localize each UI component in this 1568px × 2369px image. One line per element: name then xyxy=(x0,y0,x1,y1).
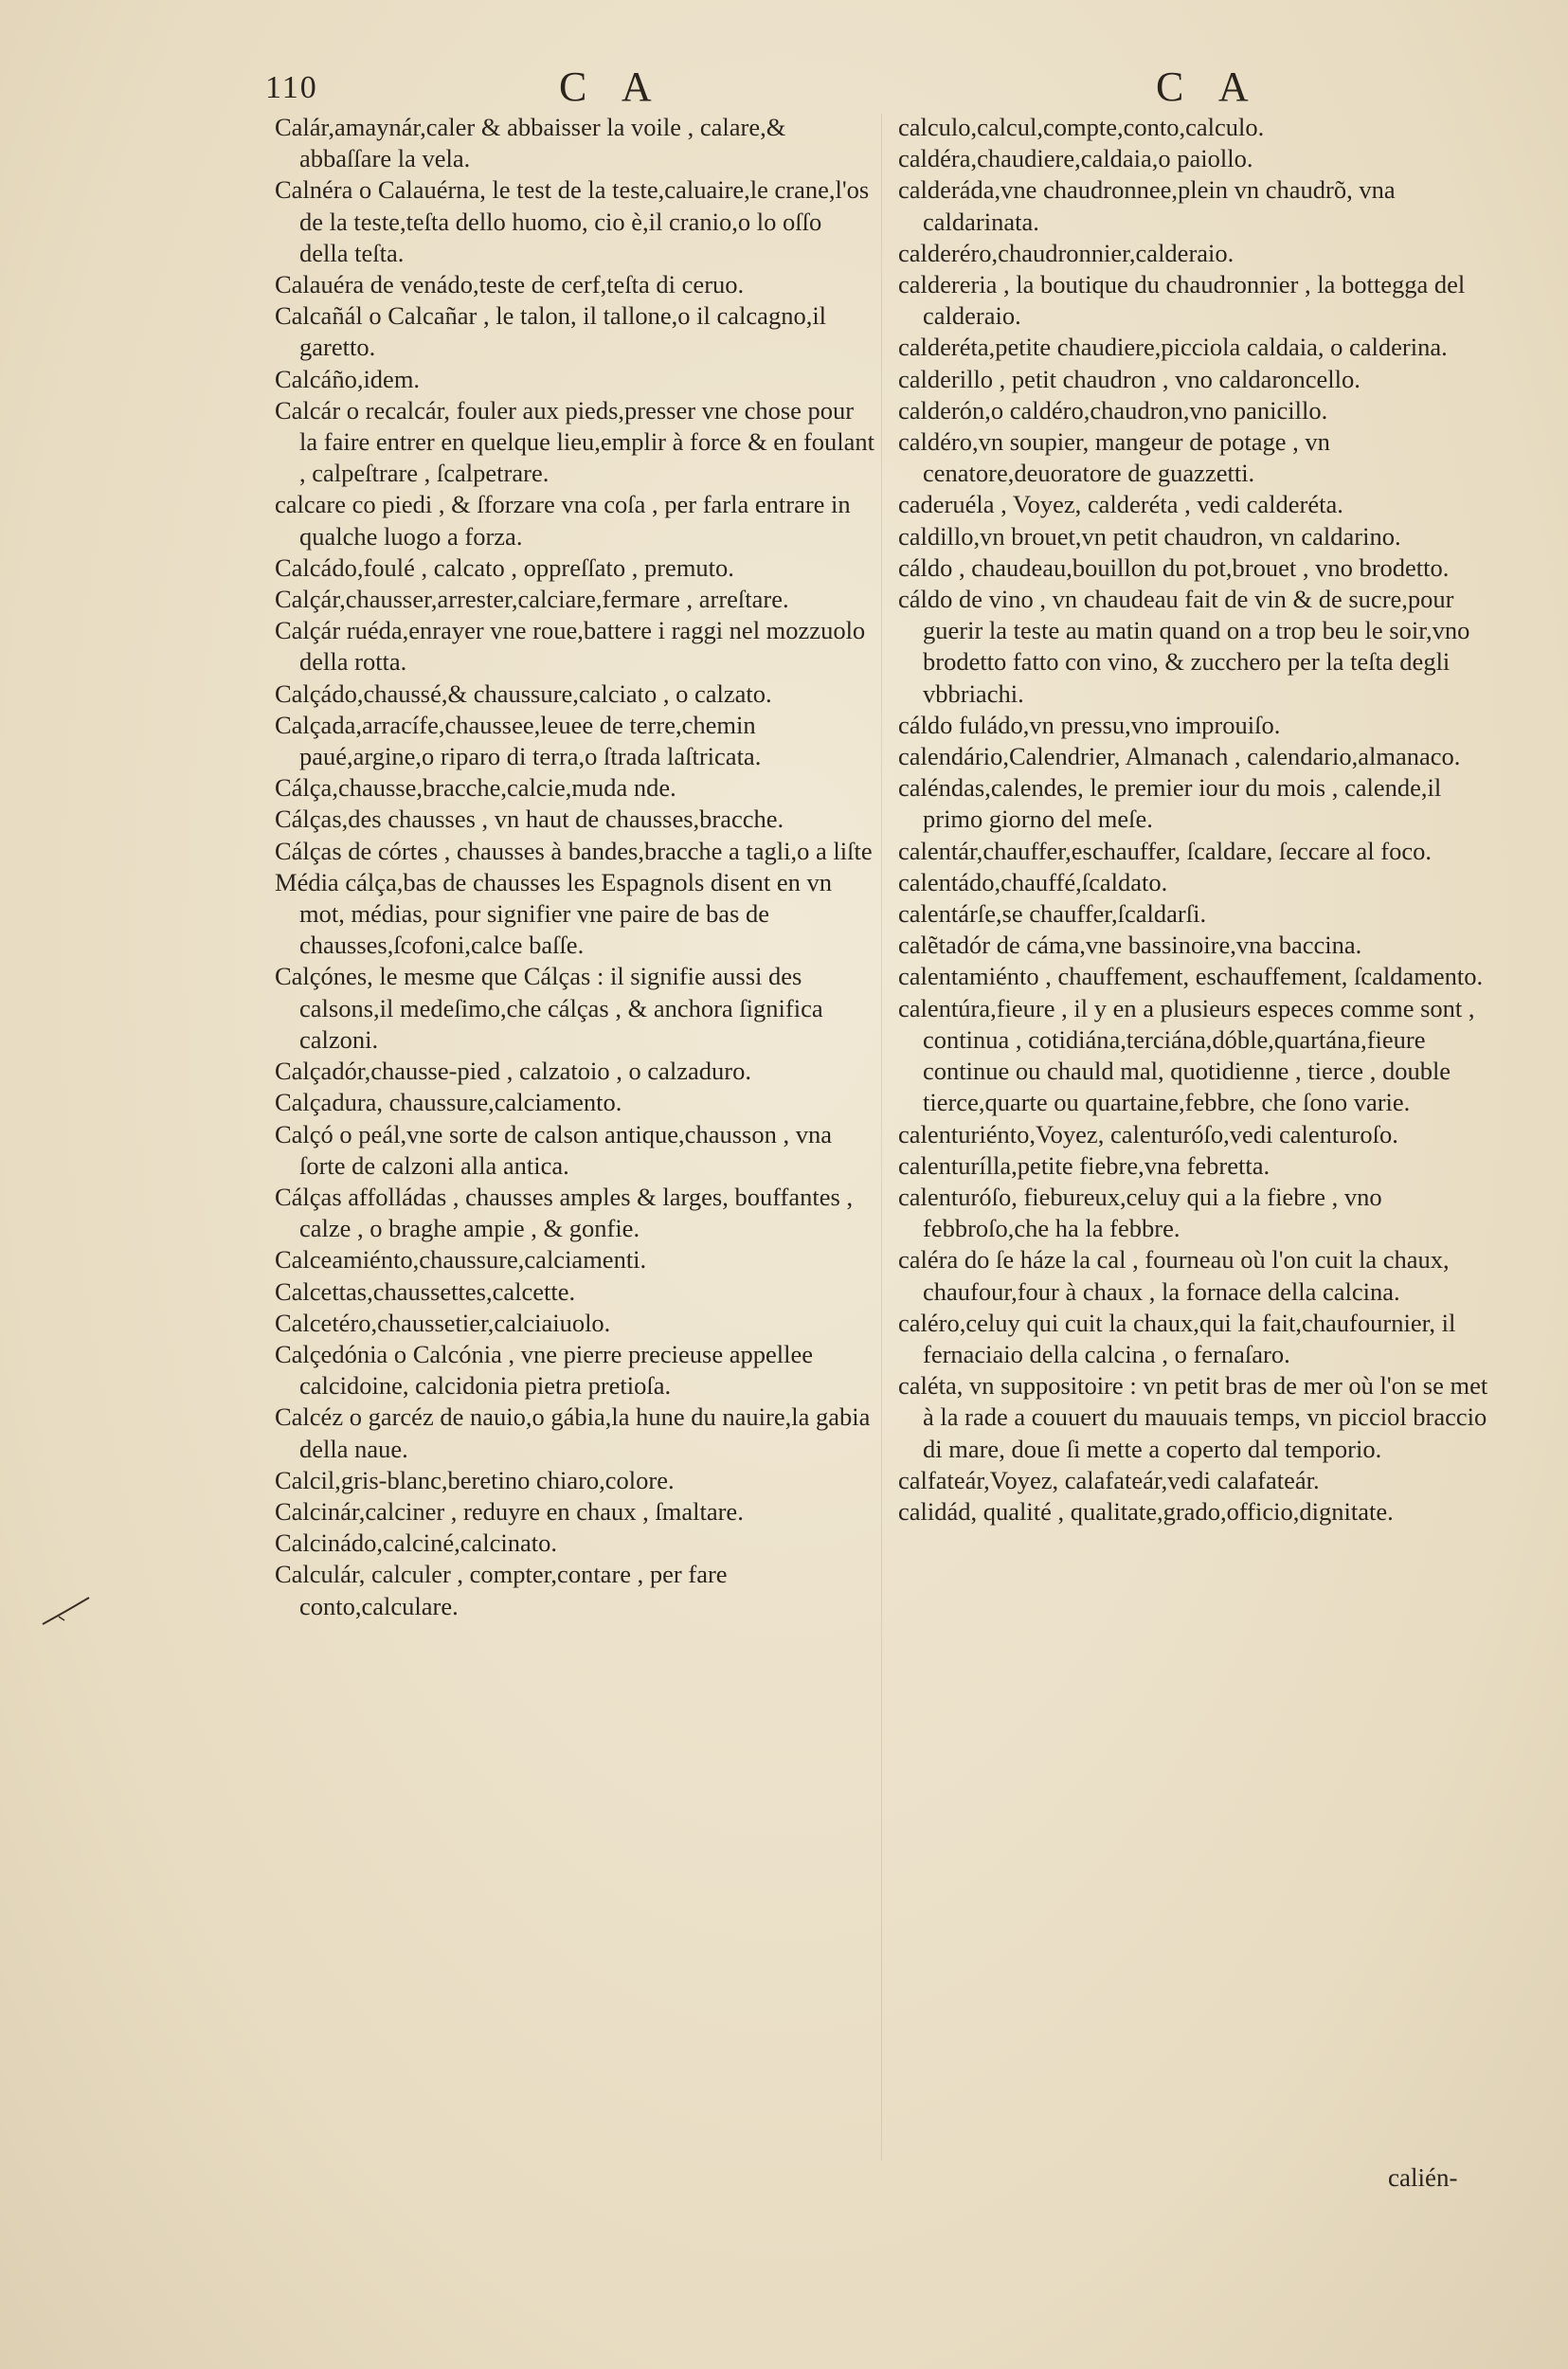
right-column-entry: caldillo,vn brouet,vn petit chaudron, vn caldarino. xyxy=(898,521,1401,551)
right-column-entry: calendário,Calendrier, Almanach , calendario,almanaco. xyxy=(898,742,1461,771)
left-column-entry: Calculár, calculer , compter,contare , per fare conto,calculare. xyxy=(275,1560,728,1620)
right-column-entry: cáldo de vino , vn chaudeau fait de vin & de sucre,pour guerir la teste au matin quand on a trop beu le soir,vno brodetto fatto con vino, & zucchero per la teſta degli vbbriachi. xyxy=(898,585,1470,708)
left-column-entry: Calçada,arracífe,chaussee,leuee de terre,chemin paué,argine,o riparo di terra,o ſtrada laſtricata. xyxy=(275,710,762,771)
right-column-entry: calenturóſo, fiebureux,celuy qui a la fiebre , vno febbroſo,che ha la febbre. xyxy=(898,1182,1382,1243)
right-column-entry: calentádo,chauffé,ſcaldato. xyxy=(898,867,1168,896)
left-column-entry: Calcinádo,calciné,calcinato. xyxy=(275,1528,557,1558)
right-column-entry: calidád, qualité , qualitate,grado,officio,dignitate. xyxy=(898,1496,1394,1526)
left-column-entry: Calcinár,calciner , reduyre en chaux , ſmaltare. xyxy=(275,1496,744,1526)
left-column-entry: Média cálça,bas de chausses les Espagnols disent en vn mot, médias, pour signifier vne paire de bas de chausses,ſcofoni,calce baſſe. xyxy=(275,867,832,960)
left-column-entry: Calçár ruéda,enrayer vne roue,battere i raggi nel mozzuolo della rotta. xyxy=(275,616,866,677)
column-divider xyxy=(881,114,882,2161)
right-column-entry: calderéro,chaudronnier,calderaio. xyxy=(898,238,1235,267)
left-column-entry: Calauéra de venádo,teste de cerf,teſta di ceruo. xyxy=(275,270,745,299)
right-column-entry: calderón,o caldéro,chaudron,vno panicillo. xyxy=(898,395,1328,425)
left-column-entry: Cálças affolládas , chausses amples & larges, bouffantes , calze , o braghe ampie , & gonfie. xyxy=(275,1182,854,1243)
left-column-entry: Calcéz o garcéz de nauio,o gábia,la hune du nauire,la gabia della naue. xyxy=(275,1402,871,1463)
left-column xyxy=(275,112,876,1622)
right-column xyxy=(898,112,1500,1528)
right-column-entry: calenturiénto,Voyez, calenturóſo,vedi calenturoſo. xyxy=(898,1119,1398,1148)
left-column-entry: Calnéra o Calauérna, le test de la teste,caluaire,le crane,l'os de la teste,teſta dello huomo, cio è,il cranio,o lo oſſo della teſta. xyxy=(275,175,870,267)
right-column-entry: calenturílla,petite fiebre,vna febretta. xyxy=(898,1150,1271,1180)
left-column-entry: Calcár o recalcár, fouler aux pieds,presser vne chose pour la faire entrer en quelque lieu,emplir à force & en foulant , calpeſtrare , ſcalpetrare. xyxy=(275,395,875,488)
right-column-entry: caléta, vn suppositoire : vn petit bras de mer où l'on se met à la rade a couuert du mauuais temps, vn picciol braccio di mare, doue ſi mette a coperto dal temporio. xyxy=(898,1371,1488,1463)
left-column-entry: Calceamiénto,chaussure,calciamenti. xyxy=(275,1245,647,1275)
right-column-entry: calentárſe,se chauffer,ſcaldarſi. xyxy=(898,899,1207,929)
right-column-entry: calfateár,Voyez, calafateár,vedi calafateár. xyxy=(898,1465,1320,1494)
left-column-entry: Cálça,chausse,bracche,calcie,muda nde. xyxy=(275,773,676,803)
right-column-entry: calculo,calcul,compte,conto,calculo. xyxy=(898,113,1265,141)
right-column-entry: calentúra,fieure , il y en a plusieurs especes comme sont , continua , cotidiána,terciána,dóble,quartána,fieure continue ou chauld mal, quotidienne , tierce , double tierce,quarte ou quartaine,febbre, che ſono varie. xyxy=(898,993,1475,1117)
right-column-entry: calentamiénto , chauffement, eschauffement, ſcaldamento. xyxy=(898,962,1484,991)
left-column-entry: Calçadura, chaussure,calciamento. xyxy=(275,1088,622,1117)
right-column-entry: calentár,chauffer,eschauffer, ſcaldare, ſeccare al foco. xyxy=(898,836,1432,865)
right-column-entry: calderáda,vne chaudronnee,plein vn chaudrõ, vna caldarinata. xyxy=(898,175,1396,236)
right-column-entry: cáldo , chaudeau,bouillon du pot,brouet , vno brodetto. xyxy=(898,552,1450,582)
left-column-entry: Calçó o peál,vne sorte de calson antique,chausson , vna ſorte de calzoni alla antica. xyxy=(275,1119,832,1180)
left-running-title: C A xyxy=(559,63,665,110)
right-column-entry: caderuéla , Voyez, calderéta , vedi calderéta. xyxy=(898,490,1343,519)
right-column-entry: caléndas,calendes, le premier iour du mois , calende,il primo giorno del meſe. xyxy=(898,773,1442,834)
catchword: calién- xyxy=(1388,2163,1458,2192)
left-column-entry: Calcetéro,chaussetier,calciaiuolo. xyxy=(275,1308,611,1337)
right-column-entry: calderéta,petite chaudiere,picciola caldaia, o calderina. xyxy=(898,333,1448,362)
left-column-entry: Calçónes, le mesme que Cálças : il signifie aussi des calsons,il medeſimo,che cálças , & anchora ſignifica calzoni. xyxy=(275,962,823,1054)
right-column-entry: caléro,celuy qui cuit la chaux,qui la fait,chaufournier, il fernaciaio della calcina , o fernaſaro. xyxy=(898,1308,1456,1368)
left-column-entry: Calçadór,chausse-pied , calzatoio , o calzaduro. xyxy=(275,1057,751,1086)
right-column-entry: calẽtadór de cáma,vne bassinoire,vna baccina. xyxy=(898,931,1362,960)
left-column-entry: Calçádo,chaussé,& chaussure,calciato , o calzato. xyxy=(275,678,772,708)
page-number: 110 xyxy=(265,70,318,105)
right-column-entry: cáldo fuládo,vn pressu,vno improuiſo. xyxy=(898,710,1281,739)
right-column-entry: caléra do ſe háze la cal , fourneau où l'on cuit la chaux, chaufour,four à chaux , la fornace della calcina. xyxy=(898,1245,1450,1306)
right-column-entry: caldéra,chaudiere,caldaia,o paiollo. xyxy=(898,144,1253,173)
left-column-entry: Calcettas,chaussettes,calcette. xyxy=(275,1276,576,1306)
pen-mark-icon xyxy=(38,1592,95,1630)
left-column-entry: Calcil,gris-blanc,beretino chiaro,colore. xyxy=(275,1465,675,1494)
left-column-entry: Calcádo,foulé , calcato , oppreſſato , premuto. xyxy=(275,552,734,582)
left-column-entry: Cálças,des chausses , vn haut de chausses,bracche. xyxy=(275,805,784,834)
right-running-title: C A xyxy=(1156,63,1262,110)
right-column-entry: caldéro,vn soupier, mangeur de potage , vn cenatore,deuoratore de guazzetti. xyxy=(898,427,1330,488)
left-column-entry: Calcañál o Calcañar , le talon, il tallone,o il calcagno,il garetto. xyxy=(275,301,827,362)
page-header xyxy=(265,57,1516,114)
left-column-entry: Calár,amaynár,caler & abbaisser la voile , calare,& abbaſſare la vela. xyxy=(275,113,786,173)
left-column-entry: Calcáño,idem. xyxy=(275,364,421,393)
right-column-entry: calderillo , petit chaudron , vno caldaroncello. xyxy=(898,364,1361,393)
left-column-entry: calcare co piedi , & ſforzare vna coſa , per farla entrare in qualche luogo a forza. xyxy=(275,490,851,551)
right-column-entry: caldereria , la boutique du chaudronnier , la bottegga del calderaio. xyxy=(898,270,1466,331)
left-column-entry: Calçedónia o Calcónia , vne pierre precieuse appellee calcidoine, calcidonia pietra pretioſa. xyxy=(275,1339,814,1401)
left-column-entry: Calçár,chausser,arrester,calciare,fermare , arreſtare. xyxy=(275,585,789,614)
left-column-entry: Cálças de córtes , chausses à bandes,bracche a tagli,o a liſte xyxy=(275,836,873,865)
